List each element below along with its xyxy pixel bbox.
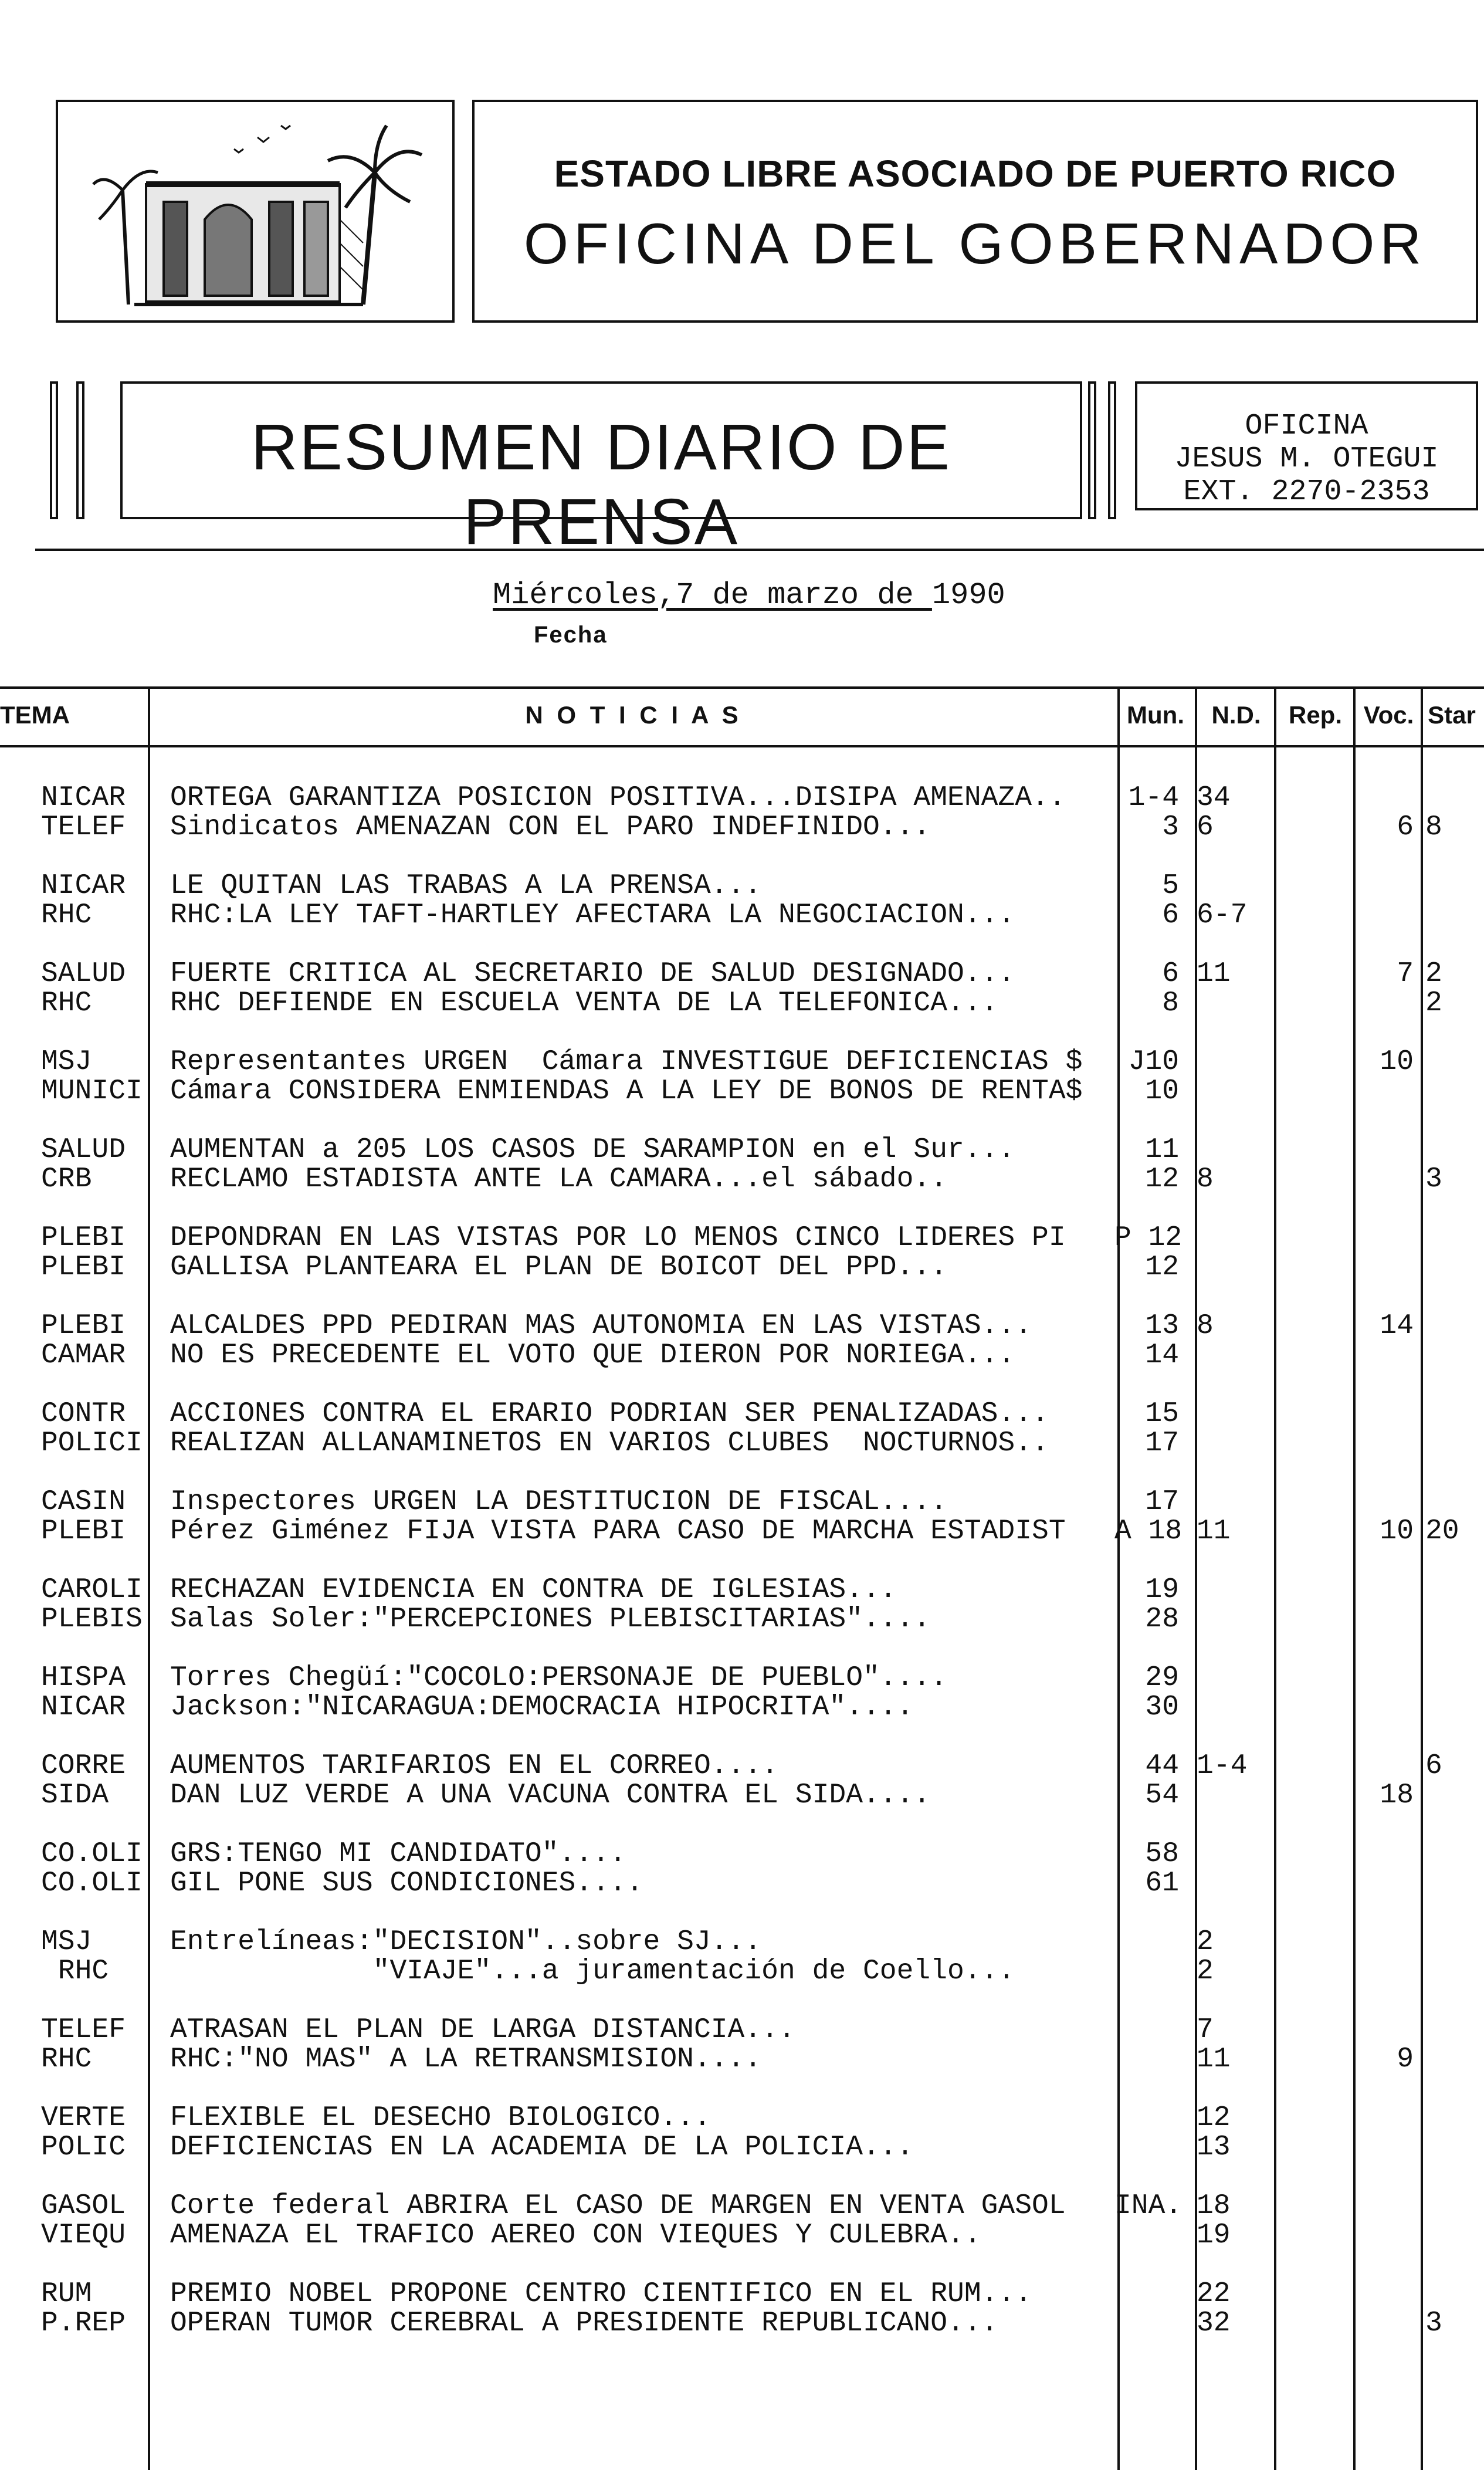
table-row — [0, 2103, 1484, 2133]
table-row — [0, 1957, 1484, 1986]
row-tema: HISPA — [41, 1663, 126, 1693]
row-nd-page: 13 — [1197, 2131, 1231, 2163]
row-headline: RHC DEFIENDE EN ESCUELA VENTA DE LA TELEFONICA... — [170, 989, 998, 1018]
row-nd-page: 11 — [1197, 1515, 1231, 1547]
row-headline: GIL PONE SUS CONDICIONES.... — [170, 1869, 643, 1898]
row-star-page: 2 — [1425, 987, 1442, 1019]
row-headline: Cámara CONSIDERA ENMIENDAS A LA LEY DE BONOS DE RENTA$ — [170, 1077, 1083, 1106]
row-nd-page: 34 — [1197, 782, 1231, 814]
row-voc-page: 9 — [1397, 2043, 1414, 2075]
table-row — [0, 2015, 1484, 2045]
row-headline: REALIZAN ALLANAMINETOS EN VARIOS CLUBES NOCTURNOS.. — [170, 1429, 1049, 1458]
table-row — [0, 783, 1484, 813]
date-rest: 7 de marzo de — [676, 578, 932, 613]
date-year: 1990 — [931, 578, 1005, 613]
table-row — [0, 871, 1484, 901]
row-headline: RECHAZAN EVIDENCIA EN CONTRA DE IGLESIAS... — [170, 1575, 897, 1605]
table-row — [0, 1047, 1484, 1077]
row-tema: VERTE — [41, 2103, 126, 2133]
row-mun-page: 5 — [1162, 870, 1179, 902]
row-nd-page: 11 — [1197, 2043, 1231, 2075]
row-headline: Entrelíneas:"DECISION"..sobre SJ... — [170, 1927, 762, 1957]
row-tema: CO.OLI — [41, 1869, 143, 1898]
row-tema: RHC — [41, 989, 92, 1018]
row-tema: RHC — [41, 2045, 92, 2074]
row-headline: GRS:TENGO MI CANDIDATO".... — [170, 1839, 626, 1869]
row-mun-page: 13 — [1145, 1310, 1179, 1342]
row-nd-page: 7 — [1197, 2014, 1214, 2046]
col-header-voc: Voc. — [1363, 701, 1414, 729]
row-headline: ACCIONES CONTRA EL ERARIO PODRIAN SER PENALIZADAS... — [170, 1399, 1049, 1429]
row-tema: CORRE — [41, 1751, 126, 1781]
table-row — [0, 1605, 1484, 1634]
office-line-1: OFICINA — [1245, 410, 1368, 443]
row-mun-page: 14 — [1145, 1339, 1179, 1371]
row-tema: PLEBIS — [41, 1605, 143, 1634]
header-line-2: OFICINA DEL GOBERNADOR — [523, 211, 1427, 276]
date-line — [493, 578, 1005, 613]
row-nd-page: 2 — [1197, 1926, 1214, 1958]
row-headline: Inspectores URGEN LA DESTITUCION DE FISCAL.... — [170, 1487, 948, 1517]
row-headline: Corte federal ABRIRA EL CASO DE MARGEN EN VENTA GASOL — [170, 2191, 1066, 2221]
row-tema: CRB — [41, 1165, 92, 1194]
row-tema: PLEBI — [41, 1517, 126, 1546]
table-row — [0, 1781, 1484, 1810]
row-star-page: 6 — [1425, 1750, 1442, 1782]
table-row — [0, 1693, 1484, 1722]
row-headline: ATRASAN EL PLAN DE LARGA DISTANCIA... — [170, 2015, 795, 2045]
row-mun-page: 10 — [1145, 1075, 1179, 1107]
table-row — [0, 2221, 1484, 2250]
row-tema: TELEF — [41, 813, 126, 842]
table-row — [0, 2309, 1484, 2338]
header-line-1: ESTADO LIBRE ASOCIADO DE PUERTO RICO — [554, 153, 1397, 195]
right-decorative-bars — [1088, 381, 1123, 519]
row-headline: "VIAJE"...a juramentación de Coello... — [170, 1957, 1015, 1986]
date-label: Fecha — [534, 622, 608, 648]
table-row — [0, 1341, 1484, 1370]
row-tema: PLEBI — [41, 1311, 126, 1341]
report-title-box — [120, 381, 1082, 558]
table-row — [0, 1575, 1484, 1605]
row-mun-page: 17 — [1145, 1486, 1179, 1518]
row-nd-page: 6 — [1197, 811, 1214, 843]
table-row — [0, 1869, 1484, 1898]
table-row — [0, 1487, 1484, 1517]
row-tema: POLICI — [41, 1429, 143, 1458]
col-header-rep: Rep. — [1288, 701, 1342, 729]
row-nd-page: 8 — [1197, 1163, 1214, 1195]
table-row — [0, 989, 1484, 1018]
row-headline: Jackson:"NICARAGUA:DEMOCRACIA HIPOCRITA".... — [170, 1693, 914, 1722]
fortaleza-building-drawing-icon — [58, 102, 452, 320]
table-row — [0, 1663, 1484, 1693]
row-tema: SALUD — [41, 1135, 126, 1165]
row-tema: CONTR — [41, 1399, 126, 1429]
row-headline: FUERTE CRITICA AL SECRETARIO DE SALUD DESIGNADO... — [170, 959, 1015, 989]
row-mun-page: 3 — [1162, 811, 1179, 843]
row-tema: NICAR — [41, 783, 126, 813]
row-nd-page: 12 — [1197, 2102, 1231, 2134]
table-row — [0, 1399, 1484, 1429]
row-nd-page: 1-4 — [1197, 1750, 1248, 1782]
table-row — [0, 2045, 1484, 2074]
table-row — [0, 2133, 1484, 2162]
logo-frame — [56, 100, 455, 323]
row-nd-page: 18 — [1197, 2190, 1231, 2222]
table-row — [0, 1135, 1484, 1165]
report-title: RESUMEN DIARIO DE PRENSA — [251, 411, 951, 558]
row-mun-page: 8 — [1162, 987, 1179, 1019]
office-box — [1135, 381, 1478, 510]
row-tema: CO.OLI — [41, 1839, 143, 1869]
row-star-page: 3 — [1425, 2308, 1442, 2339]
row-headline: LE QUITAN LAS TRABAS A LA PRENSA... — [170, 871, 762, 901]
row-nd-page: 11 — [1197, 958, 1231, 990]
row-mun-page: 1-4 — [1128, 782, 1179, 814]
row-voc-page: 18 — [1380, 1779, 1414, 1811]
row-tema: MSJ — [41, 1927, 92, 1957]
office-line-2: JESUS M. OTEGUI — [1174, 442, 1439, 476]
row-mun-page: 19 — [1145, 1574, 1179, 1606]
row-headline: Torres Chegüí:"COCOLO:PERSONAJE DE PUEBLO".... — [170, 1663, 948, 1693]
row-tema: MSJ — [41, 1047, 92, 1077]
row-tema: GASOL — [41, 2191, 126, 2221]
table-row — [0, 1927, 1484, 1957]
row-mun-page: 17 — [1145, 1427, 1179, 1459]
table-row — [0, 1429, 1484, 1458]
row-tema: RHC — [41, 1957, 109, 1986]
table-row — [0, 1165, 1484, 1194]
row-mun-page: 58 — [1145, 1838, 1179, 1870]
row-headline: RHC:"NO MAS" A LA RETRANSMISION.... — [170, 2045, 762, 2074]
row-tema: CAROLI — [41, 1575, 143, 1605]
row-mun-page: 15 — [1145, 1398, 1179, 1430]
table-row — [0, 2279, 1484, 2309]
table-row — [0, 1839, 1484, 1869]
table-header-bottom-rule — [0, 745, 1484, 747]
row-headline: AMENAZA EL TRAFICO AEREO CON VIEQUES Y CULEBRA.. — [170, 2221, 981, 2250]
separator-rule — [35, 549, 1484, 551]
row-headline: DEFICIENCIAS EN LA ACADEMIA DE LA POLICIA... — [170, 2133, 914, 2162]
row-nd-page: 22 — [1197, 2278, 1231, 2310]
table-row — [0, 1077, 1484, 1106]
table-row — [0, 1517, 1484, 1546]
row-voc-page: 7 — [1397, 958, 1414, 990]
row-headline: RECLAMO ESTADISTA ANTE LA CAMARA...el sábado.. — [170, 1165, 948, 1194]
row-headline: DAN LUZ VERDE A UNA VACUNA CONTRA EL SIDA.... — [170, 1781, 931, 1810]
row-mun-page: 28 — [1145, 1603, 1179, 1635]
row-headline: NO ES PRECEDENTE EL VOTO QUE DIERON POR NORIEGA... — [170, 1341, 1015, 1370]
row-mun-page: 54 — [1145, 1779, 1179, 1811]
table-row — [0, 959, 1484, 989]
row-mun-page: 12 — [1145, 1251, 1179, 1283]
row-nd-page: 32 — [1197, 2308, 1231, 2339]
row-tema: NICAR — [41, 871, 126, 901]
table-header-top-rule — [0, 686, 1484, 689]
row-tema: MUNICI — [41, 1077, 143, 1106]
table-row — [0, 1253, 1484, 1282]
row-star-page: 8 — [1425, 811, 1442, 843]
row-voc-page: 6 — [1397, 811, 1414, 843]
table-row — [0, 1751, 1484, 1781]
row-mun-page: A 18 — [1114, 1515, 1183, 1547]
row-tema: TELEF — [41, 2015, 126, 2045]
table-row — [0, 2191, 1484, 2221]
row-voc-page: 10 — [1380, 1046, 1414, 1078]
table-row — [0, 1311, 1484, 1341]
office-line-3: EXT. 2270-2353 — [1183, 475, 1430, 509]
row-headline: GALLISA PLANTEARA EL PLAN DE BOICOT DEL PPD... — [170, 1253, 948, 1282]
row-mun-page: P 12 — [1114, 1222, 1183, 1254]
row-tema: VIEQU — [41, 2221, 126, 2250]
row-headline: Sindicatos AMENAZAN CON EL PARO INDEFINIDO... — [170, 813, 931, 842]
row-tema: RUM — [41, 2279, 92, 2309]
row-mun-page: 12 — [1145, 1163, 1179, 1195]
table-row — [0, 901, 1484, 930]
row-tema: SALUD — [41, 959, 126, 989]
table-row — [0, 1223, 1484, 1253]
row-nd-page: 6-7 — [1197, 899, 1248, 931]
row-headline: RHC:LA LEY TAFT-HARTLEY AFECTARA LA NEGOCIACION... — [170, 901, 1015, 930]
row-nd-page: 19 — [1197, 2220, 1231, 2251]
col-header-tema: TEMA — [0, 701, 70, 729]
row-mun-page: INA. — [1114, 2190, 1183, 2222]
row-tema: P.REP — [41, 2309, 126, 2338]
row-mun-page: 6 — [1162, 958, 1179, 990]
row-mun-page: 6 — [1162, 899, 1179, 931]
table-row — [0, 813, 1484, 842]
row-mun-page: 44 — [1145, 1750, 1179, 1782]
row-tema: PLEBI — [41, 1223, 126, 1253]
row-tema: POLIC — [41, 2133, 126, 2162]
row-headline: Representantes URGEN Cámara INVESTIGUE DEFICIENCIAS $ — [170, 1047, 1083, 1077]
col-header-star: Star — [1428, 701, 1476, 729]
row-nd-page: 8 — [1197, 1310, 1214, 1342]
row-voc-page: 14 — [1380, 1310, 1414, 1342]
col-header-noticias: N O T I C I A S — [525, 701, 742, 729]
row-mun-page: 11 — [1145, 1134, 1179, 1166]
row-mun-page: 30 — [1145, 1691, 1179, 1723]
row-mun-page: 29 — [1145, 1662, 1179, 1694]
date-weekday: Miércoles, — [493, 578, 676, 613]
row-tema: NICAR — [41, 1693, 126, 1722]
row-headline: DEPONDRAN EN LAS VISTAS POR LO MENOS CINCO LIDERES PI — [170, 1223, 1066, 1253]
row-headline: Pérez Giménez FIJA VISTA PARA CASO DE MARCHA ESTADIST — [170, 1517, 1066, 1546]
row-headline: OPERAN TUMOR CEREBRAL A PRESIDENTE REPUBLICANO... — [170, 2309, 998, 2338]
row-star-page: 20 — [1425, 1515, 1459, 1547]
row-tema: SIDA — [41, 1781, 109, 1810]
left-decorative-bars — [50, 381, 103, 519]
row-headline: FLEXIBLE EL DESECHO BIOLOGICO... — [170, 2103, 711, 2133]
header-title-box — [472, 100, 1478, 323]
row-mun-page: 61 — [1145, 1867, 1179, 1899]
row-headline: AUMENTOS TARIFARIOS EN EL CORREO.... — [170, 1751, 778, 1781]
row-headline: PREMIO NOBEL PROPONE CENTRO CIENTIFICO EN EL RUM... — [170, 2279, 1032, 2309]
row-tema: CAMAR — [41, 1341, 126, 1370]
row-headline: AUMENTAN a 205 LOS CASOS DE SARAMPION en el Sur... — [170, 1135, 1015, 1165]
row-tema: RHC — [41, 901, 92, 930]
row-star-page: 2 — [1425, 958, 1442, 990]
row-mun-page: J10 — [1128, 1046, 1179, 1078]
row-tema: PLEBI — [41, 1253, 126, 1282]
col-header-nd: N.D. — [1211, 701, 1261, 729]
row-star-page: 3 — [1425, 1163, 1442, 1195]
row-headline: ALCALDES PPD PEDIRAN MAS AUTONOMIA EN LAS VISTAS... — [170, 1311, 1032, 1341]
col-header-mun: Mun. — [1127, 701, 1184, 729]
row-headline: Salas Soler:"PERCEPCIONES PLEBISCITARIAS".... — [170, 1605, 931, 1634]
row-tema: CASIN — [41, 1487, 126, 1517]
row-nd-page: 2 — [1197, 1955, 1214, 1987]
row-headline: ORTEGA GARANTIZA POSICION POSITIVA...DISIPA AMENAZA.. — [170, 783, 1066, 813]
row-voc-page: 10 — [1380, 1515, 1414, 1547]
